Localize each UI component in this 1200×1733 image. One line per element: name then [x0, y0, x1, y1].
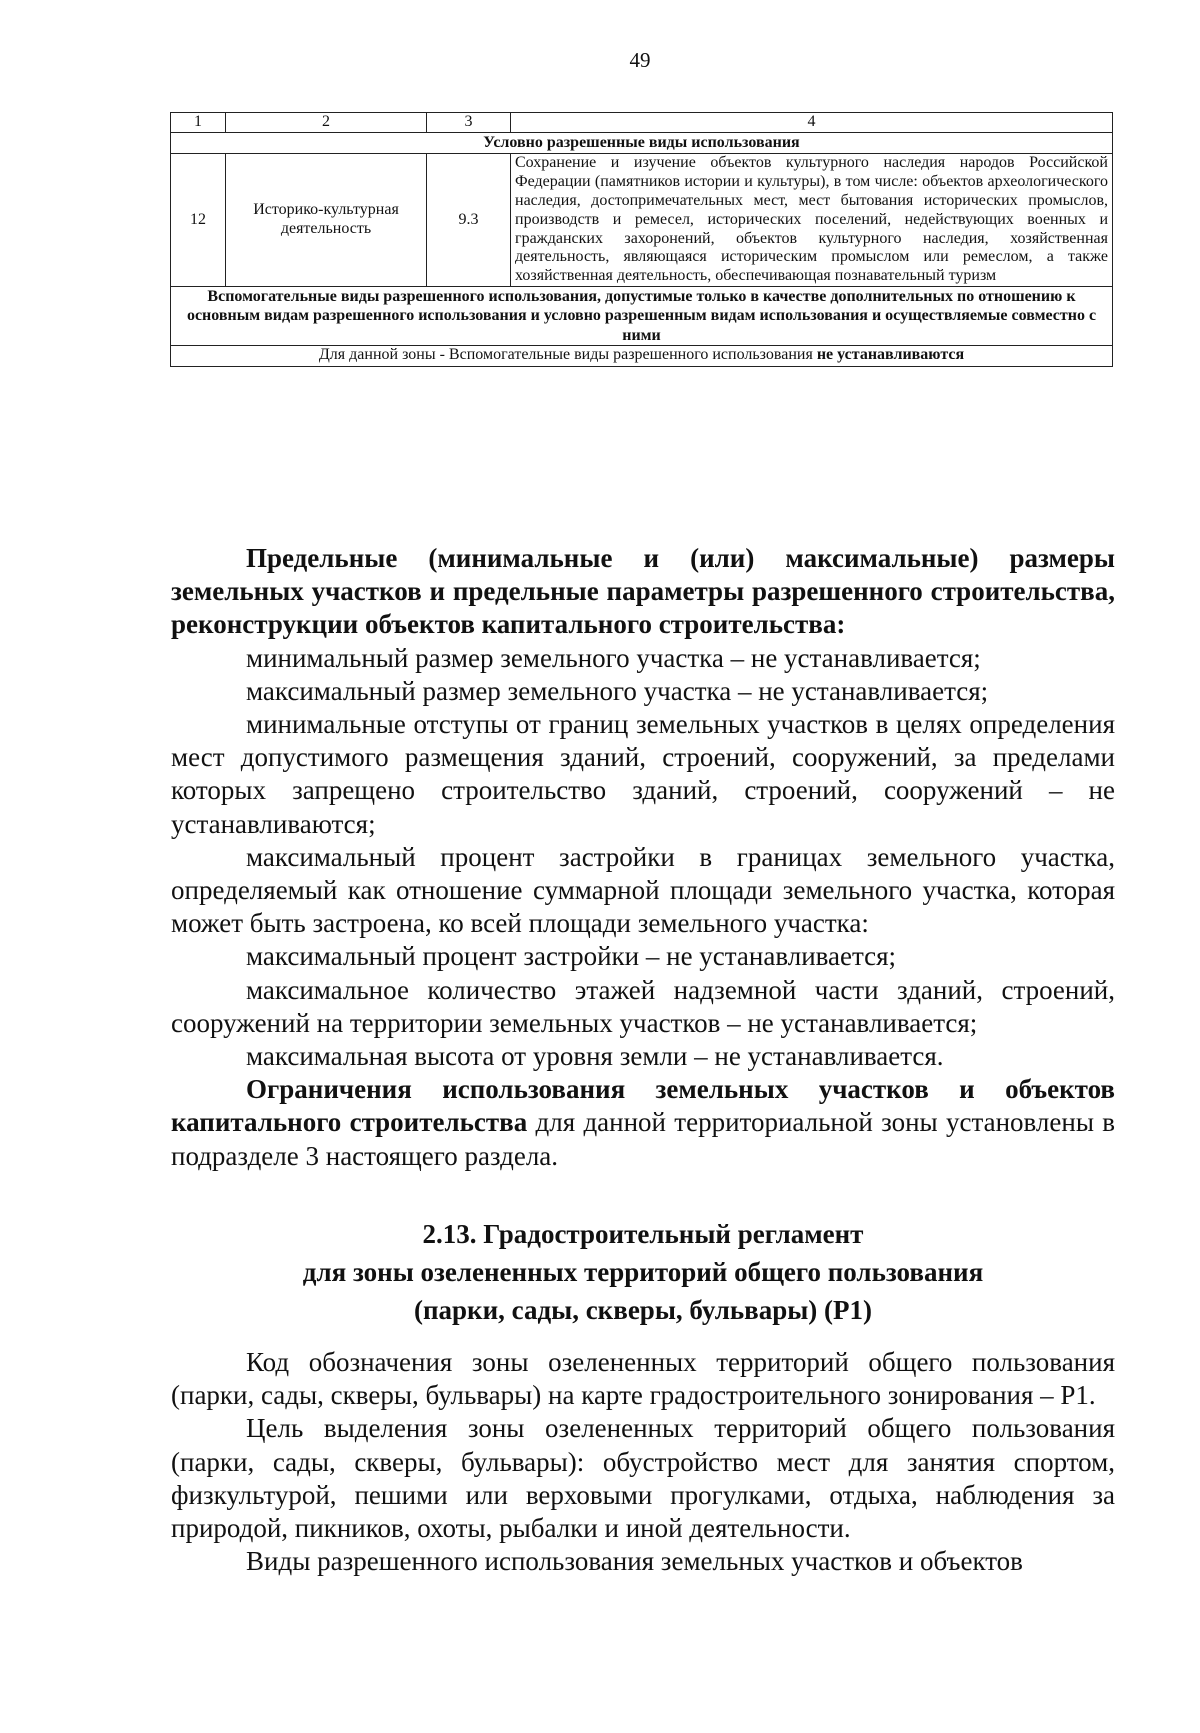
- restrictions-bold: Ограничения использования земельных участков и объектов капитального строительства: [171, 1074, 1115, 1138]
- auxiliary-uses-note: [171, 345, 1113, 366]
- zone-description-block: [171, 1346, 1115, 1578]
- auxiliary-note-prefix: Для данной зоны - Вспомогательные виды разрешенного использования: [318, 346, 813, 364]
- use-code: 9.3: [427, 154, 511, 287]
- limit-item: минимальный размер земельного участка – не устанавливается;: [246, 642, 981, 673]
- page-number: 49: [629, 48, 651, 72]
- zone-purpose-paragraph: Цель выделения зоны озелененных территорий общего пользования (парки, сады, скверы, бульвары): обустройство мест для занятия спортом, физкультурой, пешими или верховыми прогулками, отдыха, наблюдения за природой, пикников, охоты, рыбалки и иной деятельности.: [171, 1413, 1115, 1544]
- section-title-line: (парки, сады, скверы, бульвары) (Р1): [413, 1295, 873, 1325]
- permitted-uses-table: [170, 112, 1113, 367]
- column-number: 3: [427, 113, 511, 133]
- column-number: 1: [171, 113, 226, 133]
- column-number: 2: [226, 113, 427, 133]
- auxiliary-uses-header: Вспомогательные виды разрешенного использования, допустимые только в качестве дополнительных по отношению к основным видам разрешенного использования и условно разрешенным видам использования и осуществляемые совместно с ними: [171, 287, 1113, 346]
- limits-block: [171, 542, 1115, 1173]
- zone-code-paragraph: Код обозначения зоны озелененных территорий общего пользования (парки, сады, скверы, бульвары) на карте градостроительного зонирования – Р1.: [171, 1347, 1115, 1411]
- section-title-line: для зоны озелененных территорий общего пользования: [302, 1257, 984, 1287]
- use-name: Историко-культурная деятельность: [226, 154, 427, 287]
- limits-heading: Предельные (минимальные и (или) максимальные) размеры земельных участков и предельные параметры разрешенного строительства, реконструкции объектов капитального строительства:: [171, 543, 1115, 640]
- auxiliary-note-emphasis: не устанавливаются: [816, 346, 965, 364]
- limit-item: максимальное количество этажей надземной части зданий, строений, сооружений на территории земельных участков – не устанавливается;: [171, 974, 1115, 1038]
- limit-item: максимальный процент застройки в границах земельного участка, определяемый как отношение суммарной площади земельного участка, которая может быть застроена, ко всей площади земельного участка:: [171, 841, 1115, 939]
- table-row: [171, 154, 1113, 287]
- auxiliary-note-row: [171, 345, 1113, 366]
- limit-item: максимальный процент застройки – не устанавливается;: [246, 941, 897, 972]
- auxiliary-uses-section-row: [171, 287, 1113, 346]
- limit-item: минимальные отступы от границ земельных участков в целях определения мест допустимого размещения зданий, строений, сооружений, за пределами которых запрещено строительство зданий, строений, сооружений – не устанавливаются;: [171, 709, 1115, 839]
- restrictions-rest: для данной территориальной зоны установлены в подразделе 3 настоящего раздела.: [171, 1107, 1115, 1171]
- conditional-uses-section-row: [171, 133, 1113, 154]
- permitted-uses-intro: Виды разрешенного использования земельных участков и объектов: [246, 1546, 1023, 1577]
- limit-item: максимальная высота от уровня земли – не устанавливается.: [246, 1041, 944, 1072]
- section-title-line: 2.13. Градостроительный регламент: [422, 1219, 864, 1249]
- row-number: 12: [171, 154, 226, 287]
- restrictions-paragraph: [171, 1073, 1115, 1173]
- limit-item: максимальный размер земельного участка – не устанавливается;: [246, 675, 989, 706]
- column-number-row: [171, 113, 1113, 133]
- use-description: Сохранение и изучение объектов культурного наследия народов Российской Федерации (памятников истории и культуры), в том числе: объектов археологического наследия, достопримечательных мест, мест бытования исторических промыслов, производств и ремесел, исторических поселений, недействующих военных и гражданских захоронений, объектов культурного наследия, хозяйственная деятельность, являющаяся историческим промыслом или ремеслом, а также хозяйственная деятельность, обеспечивающая познавательный туризм: [511, 154, 1113, 287]
- column-number: 4: [511, 113, 1113, 133]
- section-title: [171, 1215, 1115, 1329]
- conditional-uses-header: Условно разрешенные виды использования: [171, 133, 1113, 154]
